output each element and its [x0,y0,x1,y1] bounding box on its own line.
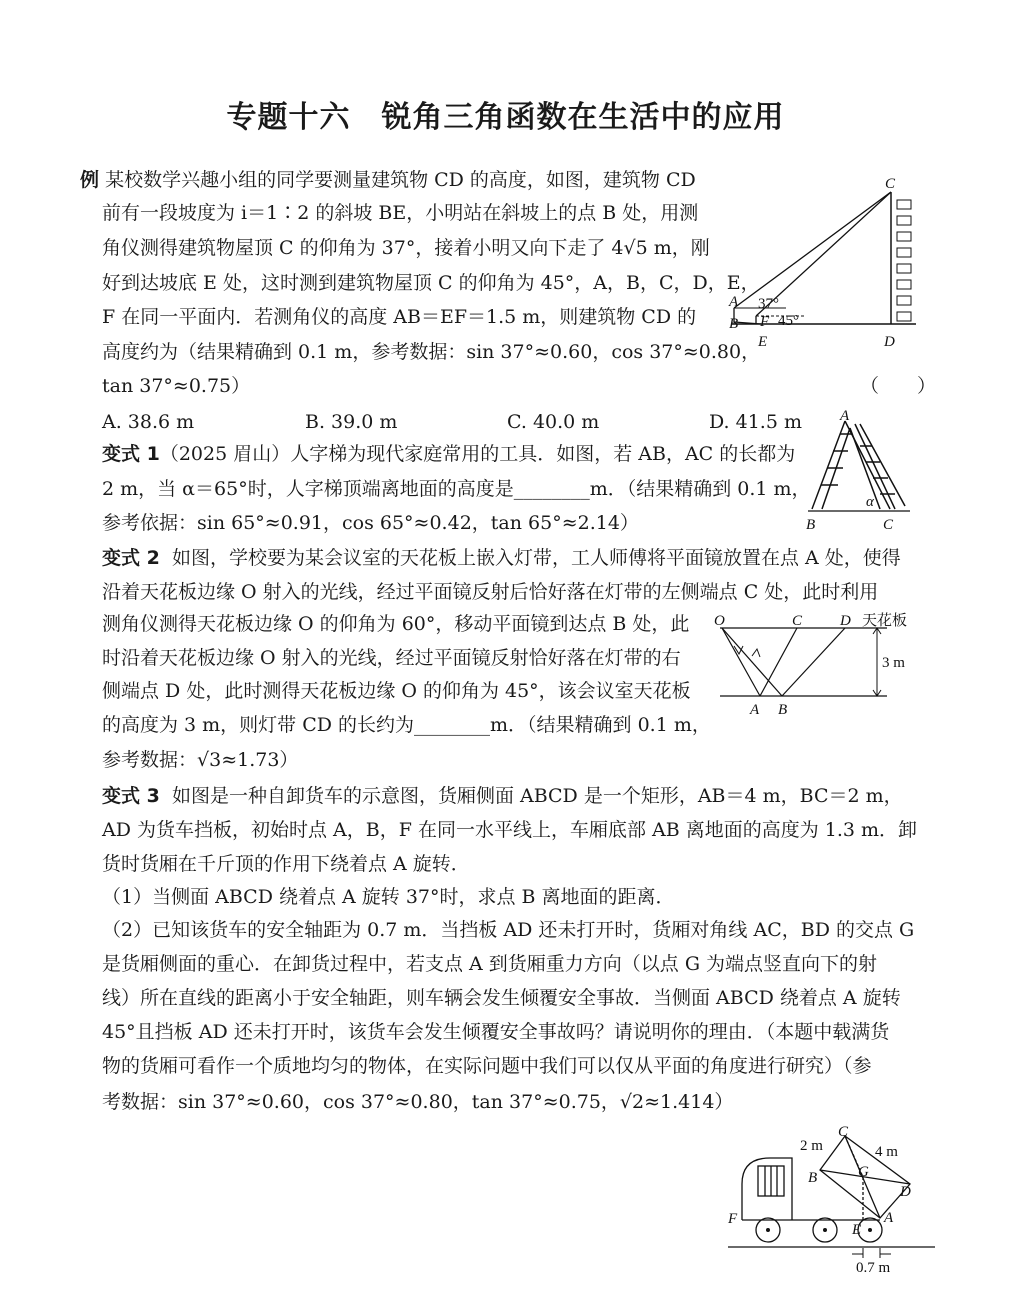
variant3-line-4: （1）当侧面 ABCD 绕着点 A 旋转 37°时，求点 B 离地面的距离． [102,886,675,908]
example-fig-label-c: C [885,176,896,192]
page-title: 专题十六 锐角三角函数在生活中的应用 [226,100,785,135]
truck-label-a: A [884,1210,894,1226]
example-fig-label-f: F [760,314,770,330]
variant2-line-6: 的高度为 3 m，则灯带 CD 的长约为________m．（结果精确到 0.1 m， [102,714,711,736]
ceiling-height-label: 3 m [882,655,905,671]
truck-len-cd: 4 m [875,1144,898,1160]
variant3-line-9: 物的货厢可看作一个质地均匀的物体，在实际问题中我们可以仅从平面的角度进行研究）（参 [102,1055,872,1077]
example-text-1: 某校数学兴趣小组的同学要测量建筑物 CD 的高度，如图，建筑物 CD [105,169,696,191]
variant3-text-1: 如图是一种自卸货车的示意图，货厢侧面 ABCD 是一个矩形，AB＝4 m，BC＝2 m， [171,785,903,807]
option-c: C. 40.0 m [507,411,600,433]
example-fig-angle-45: 45° [778,313,799,329]
variant3-line-10: 考数据：sin 37°≈0.60，cos 37°≈0.80，tan 37°≈0.75，√2≈1.414） [102,1091,734,1113]
variant2-line-4: 时沿着天花板边缘 O 射入的光线，经过平面镜反射恰好落在灯带的右 [102,647,681,669]
example-fig-label-e: E [758,334,768,350]
option-b: B. 39.0 m [305,411,398,433]
example-fig-label-a: A [729,294,739,310]
option-a: A. 38.6 m [102,411,195,433]
truck-figure [720,1122,950,1282]
answer-bracket: （ ） [860,375,937,397]
ceiling-figure [712,610,922,720]
example-line-6: 高度约为（结果精确到 0.1 m，参考数据：sin 37°≈0.60，cos 37°≈0.80， [102,341,761,363]
variant3-line-7: 线）所在直线的距离小于安全轴距，则车辆会发生倾覆安全事故．当侧面 ABCD 绕着点 A 旋转 [102,987,901,1009]
variant2-text-1: 如图，学校要为某会议室的天花板上嵌入灯带，工人师傅将平面镜放置在点 A 处，使得 [171,547,901,569]
variant3-line-8: 45°且挡板 AD 还未打开时，该货车会发生倾覆安全事故吗？请说明你的理由．（本题中载满货 [102,1021,890,1043]
variant1-label: 变式 1 [102,443,160,465]
variant3-line-2: AD 为货车挡板，初始时点 A，B，F 在同一水平线上，车厢底部 AB 离地面的高度为 1.3 m．卸 [102,819,918,841]
truck-len-bc: 2 m [800,1138,823,1154]
variant1-text-1: （2025 眉山）人字梯为现代家庭常用的工具．如图，若 AB，AC 的长都为 [159,443,796,465]
ceiling-label-o: O [714,613,725,629]
truck-axle-label: 0.7 m [856,1260,891,1276]
truck-label-e: E [852,1222,862,1238]
variant1-line-3: 参考依据：sin 65°≈0.91，cos 65°≈0.42，tan 65°≈2.14） [102,512,639,534]
example-fig-angle-37: 37° [758,296,779,312]
ceiling-label-b: B [778,702,788,718]
truck-label-b: B [808,1170,818,1186]
ladder-label-c: C [883,517,894,533]
variant2-line-2: 沿着天花板边缘 O 射入的光线，经过平面镜反射后恰好落在灯带的左侧端点 C 处，此时利用 [102,581,879,603]
example-line-3: 角仪测得建筑物屋顶 C 的仰角为 37°，接着小明又向下走了 4√5 m，刚 [102,237,710,259]
example-line-2: 前有一段坡度为 i＝1∶2 的斜坡 BE，小明站在斜坡上的点 B 处，用测 [102,202,699,224]
ladder-label-b: B [806,517,816,533]
ladder-label-a: A [840,408,850,424]
variant2-line-5: 侧端点 D 处，此时测得天花板边缘 O 的仰角为 45°，该会议室天花板 [102,680,691,702]
variant3-label: 变式 3 [102,785,160,807]
example-figure [726,174,926,354]
variant3-line-6: 是货厢侧面的重心．在卸货过程中，若支点 A 到货厢重力方向（以点 G 为端点竖直向下的射 [102,953,878,975]
example-label: 例 [80,169,100,191]
truck-label-g: G [858,1164,869,1180]
variant2-line-7: 参考数据：√3≈1.73） [102,749,299,771]
ceiling-label-text: 天花板 [862,613,908,629]
ladder-label-alpha: α [866,494,874,510]
variant2-line-3: 测角仪测得天花板边缘 O 的仰角为 60°，移动平面镜到达点 B 处，此 [102,613,690,635]
example-line-1 [80,168,696,192]
ceiling-label-a: A [750,702,760,718]
variant3-line-3: 货时货厢在千斤顶的作用下绕着点 A 旋转． [102,853,470,875]
variant2-line-1 [102,546,901,570]
ladder-figure [800,406,925,536]
truck-label-c: C [838,1124,849,1140]
option-d: D. 41.5 m [709,411,802,433]
example-line-7: tan 37°≈0.75） [102,375,251,397]
example-line-5: F 在同一平面内．若测角仪的高度 AB＝EF＝1.5 m，则建筑物 CD 的 [102,306,697,328]
ceiling-label-c: C [792,613,803,629]
example-fig-label-b: B [729,316,739,332]
variant1-line-2: 2 m，当 α＝65°时，人字梯顶端离地面的高度是________m．（结果精确到 0.1 m， [102,478,811,500]
variant3-line-1 [102,784,903,808]
variant3-line-5: （2）已知该货车的安全轴距为 0.7 m．当挡板 AD 还未打开时，货厢对角线 AC，BD 的交点 G [102,919,915,941]
variant1-line-1 [102,442,795,466]
example-fig-label-d: D [884,334,895,350]
truck-label-f: F [728,1211,738,1227]
variant2-label: 变式 2 [102,547,160,569]
truck-label-d: D [900,1184,911,1200]
ceiling-label-d: D [840,613,851,629]
example-line-4: 好到达坡底 E 处，这时测到建筑物屋顶 C 的仰角为 45°，A，B，C，D，E， [102,272,760,294]
